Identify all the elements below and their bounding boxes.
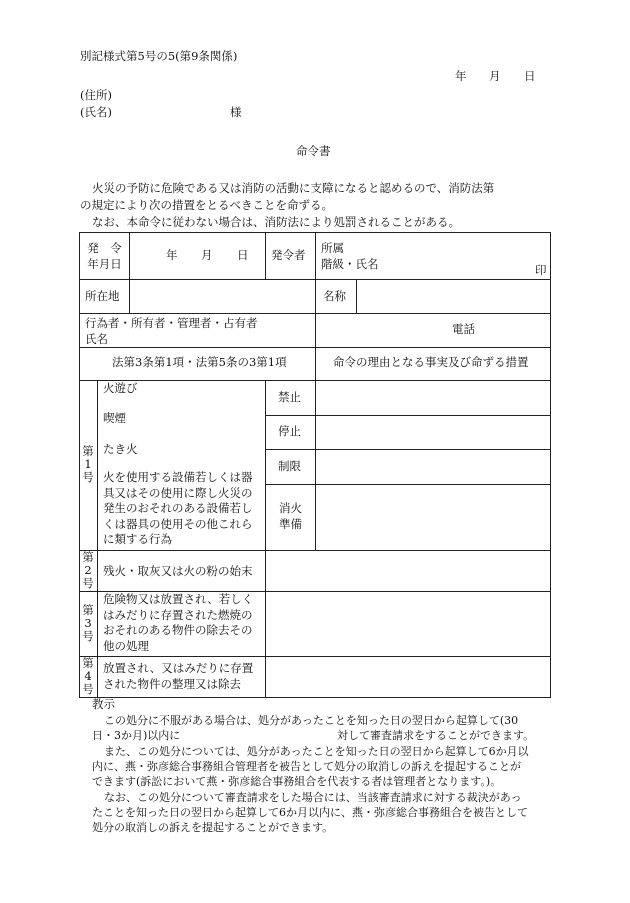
measure-restrict: 制限 (278, 459, 301, 473)
item3-text-line1: 危険物又は放置され、若しく (103, 592, 254, 606)
item1-act-smoking: 喫煙 (103, 411, 126, 425)
item4-text-line1: 放置され、又はみだりに存置 (103, 661, 254, 675)
affiliation-label-line2: 階級・氏名 (321, 257, 379, 271)
measure-fire-prep-line2: 準備 (279, 517, 302, 531)
item1-no-char2: 1 (84, 457, 92, 471)
party-label (85, 315, 258, 347)
issue-date-label-line1: 発 令 (87, 241, 122, 255)
item1-act-playing-with-fire: 火遊び (103, 381, 138, 395)
item4-no-char3: 号 (82, 682, 94, 696)
measure-fire-prep-line1: 消火 (279, 501, 302, 515)
issuer-label: 発令者 (271, 248, 306, 262)
notice-p2-line3: できます(訴訟において燕・弥彦総合事務組合を代表する者は管理者となります。)。 (92, 775, 502, 788)
item4-no-char2: 4 (84, 669, 92, 683)
item1-equipment-line5: に類する行為 (103, 532, 172, 546)
item3-no-char2: 3 (84, 616, 92, 630)
date-year: 年 (455, 69, 467, 83)
notice-p2-line1: また、この処分については、処分があったことを知った日の翌日から起算して6か月以 (104, 745, 529, 758)
notice-p1-line2-tail: 対して審査請求をすることができます。 (337, 729, 535, 742)
item3-no-char1: 第 (82, 603, 94, 617)
body-line-2: の規定により次の措置をとるべきことを命ずる。 (80, 198, 333, 212)
item1-equipment-line4: くは器具の使用その他これら (103, 516, 253, 531)
issue-date-year: 年 (166, 248, 178, 262)
phone-label: 電話 (452, 322, 475, 336)
item3-text-line3: おそれのある物件の除去その (103, 623, 253, 637)
item1-equipment-line1: 火を使用する設備若しくは器 (103, 470, 253, 484)
notice-p1-line2: 日・3か月)以内に (92, 729, 181, 742)
notice-p3-line1: なお、この処分について審査請求をした場合には、当該審査請求に対する裁決があっ (104, 791, 522, 804)
issue-date-label (80, 240, 129, 272)
item2-text: 残火・取灰又は火の粉の始末 (103, 564, 253, 578)
notice-heading: 教示 (92, 697, 115, 711)
date-day: 日 (524, 69, 536, 83)
measure-fire-prep (279, 500, 302, 532)
location-label: 所在地 (85, 289, 120, 303)
notice-p3-line3: 処分の取消しの訴えを提起することができます。 (92, 821, 334, 834)
notice-p2-line2: 内に、燕・弥彦総合事務組合管理者を被告として処分の取消しの訴えを提起することが (92, 760, 521, 773)
item1-equipment-line2: 具又はその使用に際し火災の (103, 485, 253, 500)
date-month: 月 (489, 69, 501, 83)
issue-date-day: 日 (237, 248, 249, 262)
notice-p3-line2: たことを知った日の翌日から起算して6か月以内に、燕・弥彦総合事務組合を被告として (92, 806, 528, 819)
reason-header: 命令の理由となる事実及び命ずる措置 (333, 355, 529, 369)
item4-no-char1: 第 (82, 656, 94, 670)
item2-no-char1: 第 (82, 550, 94, 564)
page-title: 命令書 (296, 144, 331, 158)
issue-date-month: 月 (201, 248, 213, 262)
body-line-1: 火災の予防に危険である又は消防の活動に支障になると認めるので、消防法第 (92, 181, 495, 195)
item1-number (81, 445, 95, 484)
item1-equipment-text (103, 470, 253, 548)
affiliation-label (321, 240, 379, 272)
item4-number (81, 657, 95, 696)
party-label-line2: 氏名 (85, 332, 108, 346)
law-header: 法第3条第1項・法第5条の3第1項 (112, 355, 287, 369)
item1-no-char3: 号 (82, 470, 94, 484)
measure-stop: 停止 (278, 424, 301, 438)
item3-no-char3: 号 (82, 629, 94, 643)
item3-text-line4: 他の処理 (103, 638, 149, 653)
item3-number (81, 604, 95, 643)
measure-prohibit: 禁止 (278, 390, 301, 404)
item4-text (103, 660, 253, 692)
honorific: 様 (230, 105, 242, 119)
affiliation-label-line1: 所属 (321, 241, 344, 255)
item1-act-bonfire: たき火 (103, 442, 138, 456)
body-line-3: なお、本命令に従わない場合は、消防法により処罰されることがある。 (92, 215, 460, 229)
item1-no-char1: 第 (82, 444, 94, 458)
item2-no-char3: 号 (82, 576, 94, 590)
address-label: (住所) (80, 88, 112, 102)
notice-p1-line1: この処分に不服がある場合は、処分があったことを知った日の翌日から起算して(30 (104, 714, 519, 727)
issue-date-label-line2: 年月日 (87, 257, 122, 271)
name-label: (氏名) (80, 105, 112, 119)
item4-text-line2: された物件の整理又は除去 (103, 677, 241, 691)
item3-text-line2: はみだりに存置された燃焼の (103, 607, 253, 622)
seal-mark: 印 (535, 263, 547, 277)
party-label-line1: 行為者・所有者・管理者・占有者 (85, 316, 258, 330)
item2-number (81, 551, 95, 590)
form-reference: 別記様式第5号の5(第9条関係) (80, 49, 238, 63)
item1-equipment-line3: 発生のおそれのある設備若し (103, 501, 253, 515)
item3-text (103, 592, 253, 654)
item2-no-char2: 2 (84, 563, 92, 577)
facility-name-label: 名称 (323, 289, 346, 303)
